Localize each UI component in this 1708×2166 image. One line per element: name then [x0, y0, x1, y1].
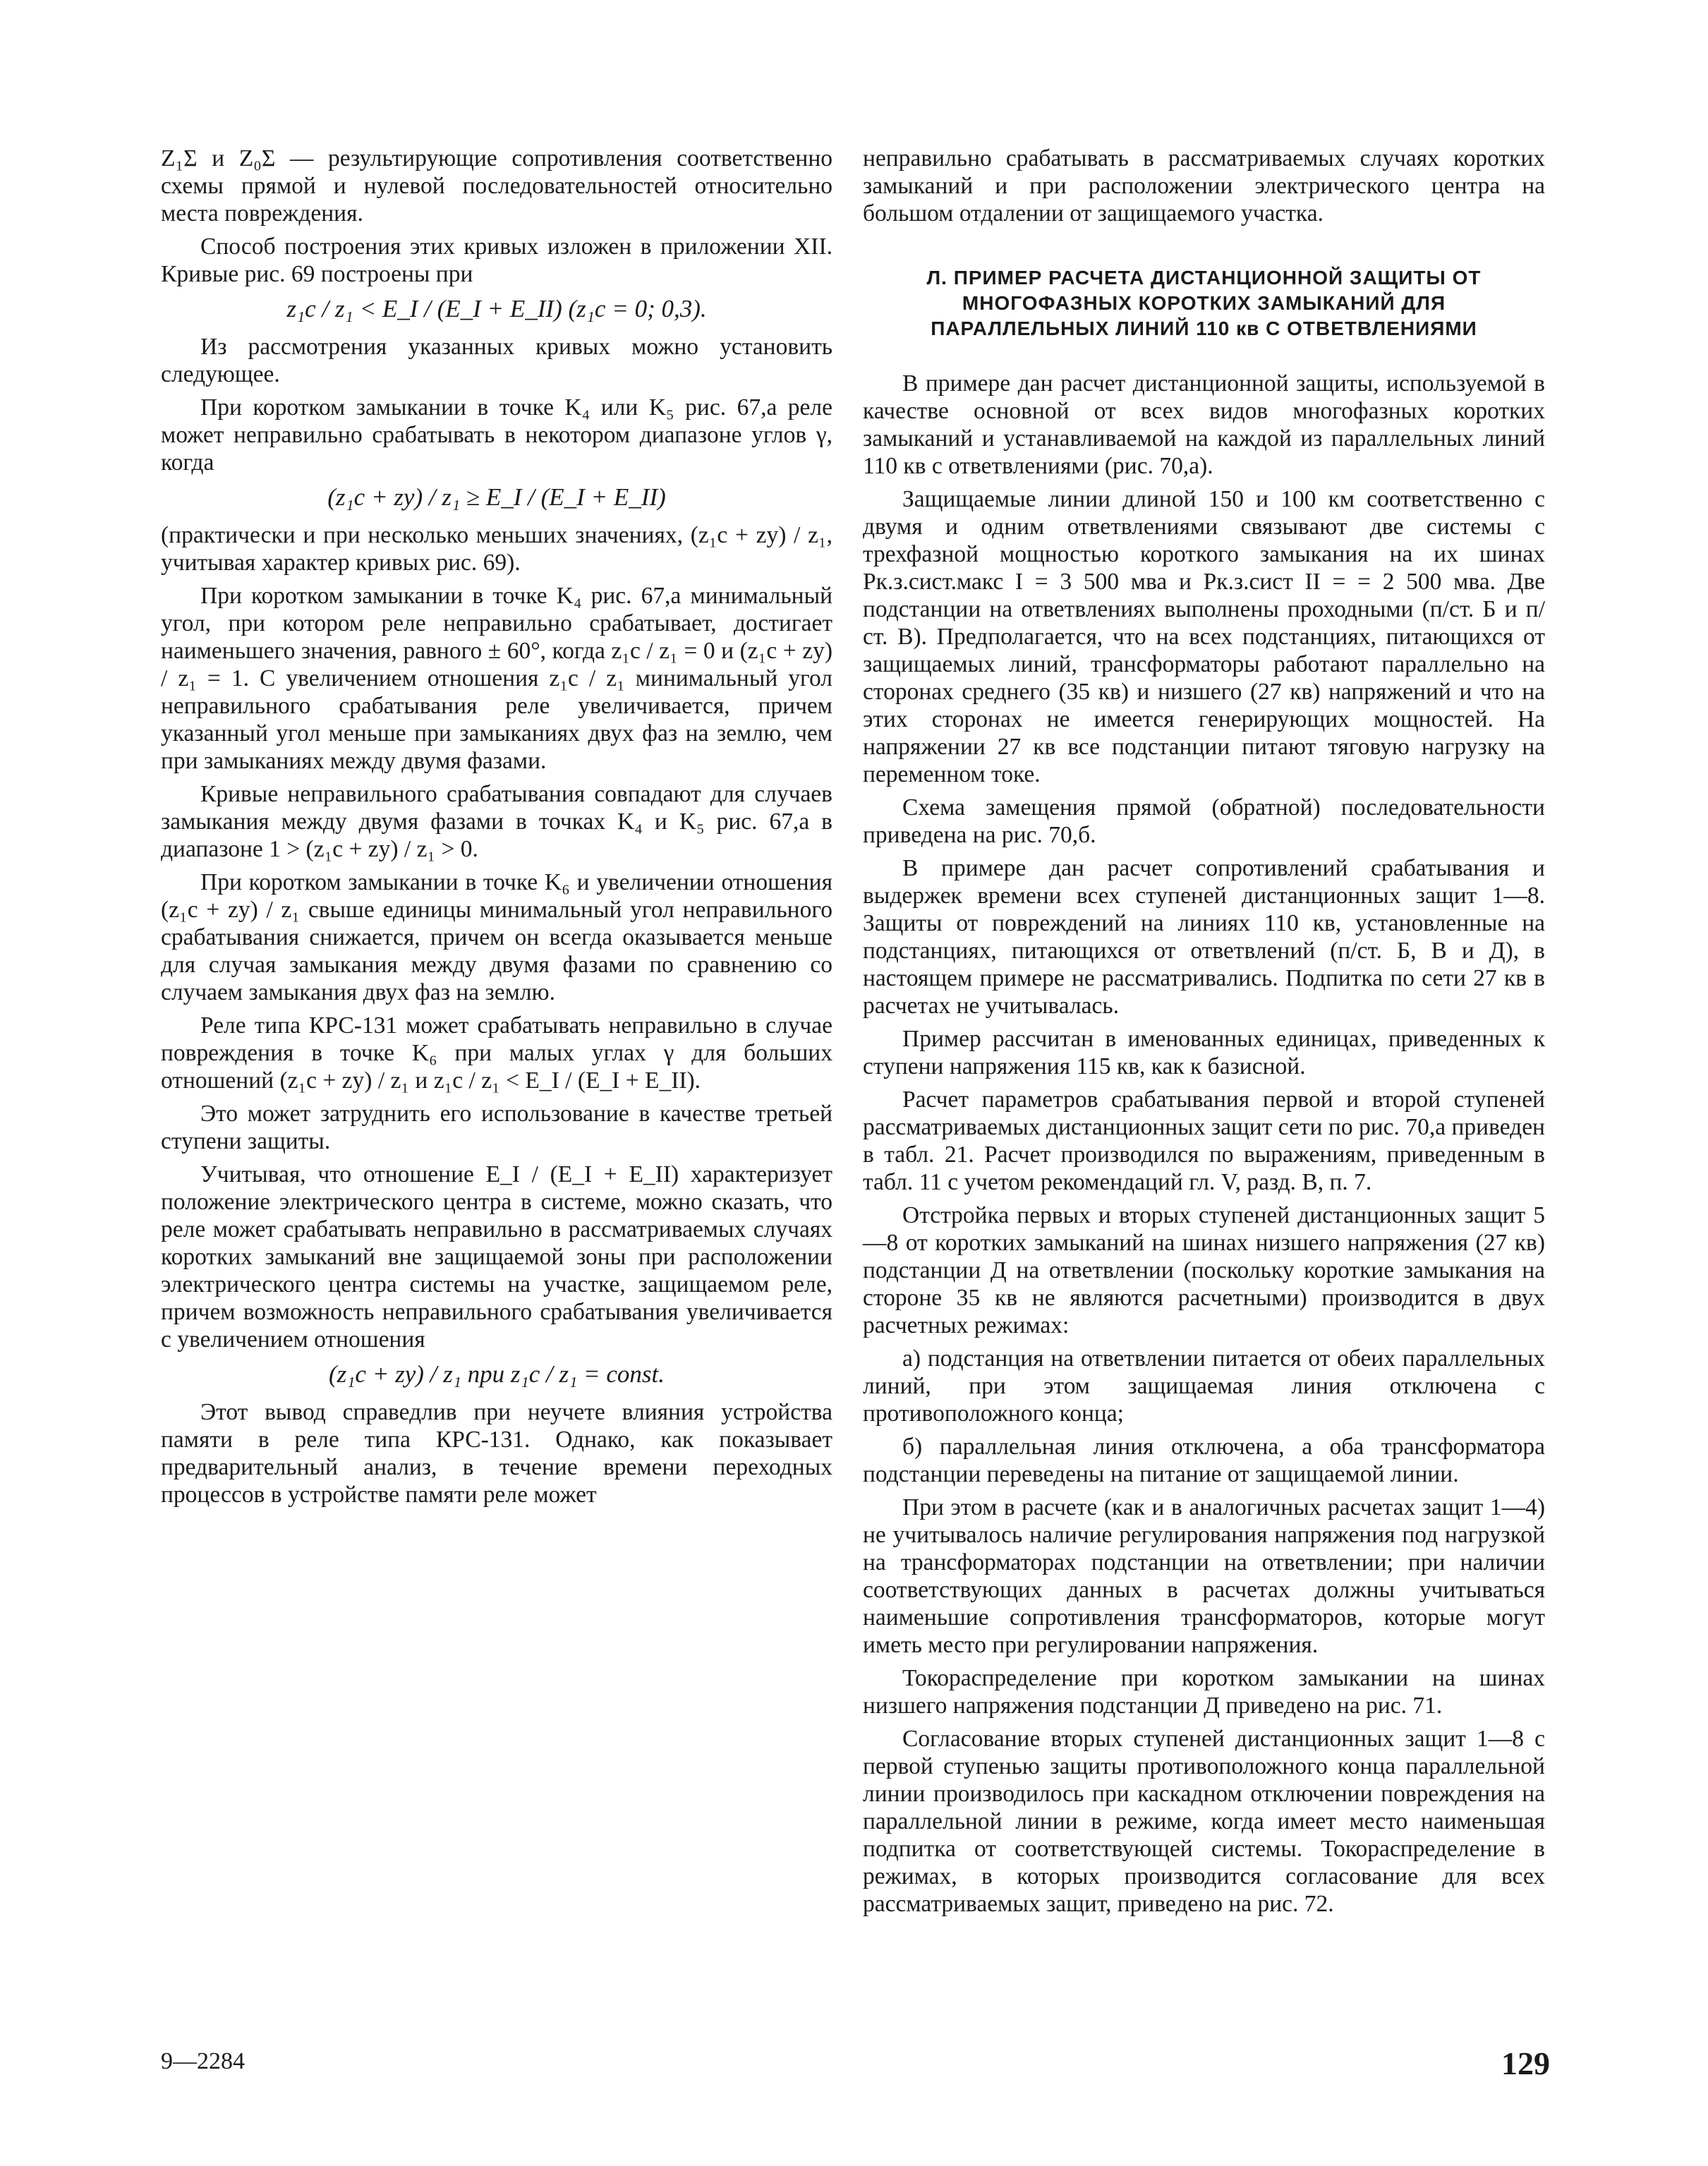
- paragraph: В примере дан расчет сопротивлений срабатывания и выдержек времени всех ступеней дистанционных защит 1—8. Защиты от повреждений на линиях 110 кв, установленные на подстанциях, питающихся от ответвлений (п/ст. Б, В и Д), в настоящем примере не рассматривались. Подпитка по сети 27 кв в расчетах не учитывалась.: [863, 855, 1545, 1019]
- page-number: 129: [1501, 2045, 1550, 2081]
- paragraph: При этом в расчете (как и в аналогичных расчетах защит 1—4) не учитывалось наличие регулирования напряжения под нагрузкой на трансформаторах подстанции на ответвлении; при наличии соответствующих данных в расчетах должны учитываться наименьшие сопротивления трансформаторов, которые могут иметь место при регулировании напряжения.: [863, 1494, 1545, 1658]
- formula: (z₁с + zу) / z₁ ≥ E_I / (E_I + E_II): [327, 483, 666, 511]
- paragraph: Реле типа КРС-131 может срабатывать неправильно в случае повреждения в точке K₆ при малых углах γ для больших отношений (z₁с + zу) / z₁ и z₁с / z₁ < E_I / (E_I + E_II).: [161, 1012, 832, 1094]
- right-column: [863, 145, 1545, 1923]
- paragraph: Этот вывод справедлив при неучете влияния устройства памяти в реле типа КРС-131. Однако, как показывает предварительный анализ, в течение времени переходных процессов в устройстве памяти реле может: [161, 1399, 832, 1508]
- formula: z₁с / z₁ < E_I / (E_I + E_II) (z₁с = 0; 0,3).: [286, 295, 707, 322]
- paragraph: Из рассмотрения указанных кривых можно установить следующее.: [161, 334, 832, 387]
- paragraph: б) параллельная линия отключена, а оба трансформатора подстанции переведены на питание от защищаемой линии.: [863, 1434, 1545, 1487]
- paragraph: В примере дан расчет дистанционной защиты, используемой в качестве основной от всех видов многофазных коротких замыканий и устанавливаемой на каждой из параллельных линий 110 кв с ответвлениями (рис. 70,а).: [863, 370, 1545, 479]
- paragraph: Способ построения этих кривых изложен в приложении XII. Кривые рис. 69 построены при: [161, 234, 832, 287]
- paragraph: Пример рассчитан в именованных единицах, приведенных к ступени напряжения 115 кв, как к базисной.: [863, 1026, 1545, 1079]
- paragraph: (практически и при несколько меньших значениях, (z₁с + zу) / z₁, учитывая характер кривых рис. 69).: [161, 522, 832, 576]
- paragraph: Z₁Σ и Z₀Σ — результирующие сопротивления соответственно схемы прямой и нулевой последовательностей относительно места повреждения.: [161, 145, 832, 226]
- paragraph: Отстройка первых и вторых ступеней дистанционных защит 5—8 от коротких замыканий на шинах низшего напряжения (27 кв) подстанции Д на ответвлении (поскольку короткие замыкания на стороне 35 кв не являются расчетными) производится в двух расчетных режимах:: [863, 1202, 1545, 1338]
- paragraph: Схема замещения прямой (обратной) последовательности приведена на рис. 70,б.: [863, 794, 1545, 848]
- section-heading: Л. ПРИМЕР РАСЧЕТА ДИСТАНЦИОННОЙ ЗАЩИТЫ ОТ МНОГОФАЗНЫХ КОРОТКИХ ЗАМЫКАНИЙ ДЛЯ ПАРАЛЛЕЛЬНЫХ ЛИНИЙ 110 кв С ОТВЕТВЛЕНИЯМИ: [926, 267, 1482, 339]
- paragraph: Токораспределение при коротком замыкании на шинах низшего напряжения подстанции Д приведено на рис. 71.: [863, 1665, 1545, 1719]
- paragraph: Учитывая, что отношение E_I / (E_I + E_II) характеризует положение электрического центра в системе, можно сказать, что реле может срабатывать неправильно в рассматриваемых случаях коротких замыканий вне защищаемой зоны при расположении электрического центра системы на участке, защищаемом реле, причем возможность неправильного срабатывания увеличивается с увеличением отношения: [161, 1161, 832, 1353]
- paragraph: Расчет параметров срабатывания первой и второй ступеней рассматриваемых дистанционных защит сети по рис. 70,а приведен в табл. 21. Расчет производился по выражениям, приведенным в табл. 11 с учетом рекомендаций гл. V, разд. В, п. 7.: [863, 1087, 1545, 1195]
- paragraph: При коротком замыкании в точке K₄ рис. 67,а минимальный угол, при котором реле неправильно срабатывает, достигает наименьшего значения, равного ± 60°, когда z₁с / z₁ = 0 и (z₁с + zу) / z₁ = 1. С увеличением отношения z₁с / z₁ минимальный угол неправильного срабатывания реле увеличивается, причем указанный угол меньше при замыканиях двух фаз на землю, чем при замыканиях между двумя фазами.: [161, 583, 832, 774]
- paragraph: При коротком замыкании в точке K₄ или K₅ рис. 67,а реле может неправильно срабатывать в некотором диапазоне углов γ, когда: [161, 394, 832, 476]
- paragraph: неправильно срабатывать в рассматриваемых случаях коротких замыканий и при расположении электрического центра на большом отдалении от защищаемого участка.: [863, 145, 1545, 226]
- paragraph: При коротком замыкании в точке K₆ и увеличении отношения (z₁с + zу) / z₁ свыше единицы минимальный угол неправильного срабатывания снижается, причем он всегда оказывается меньше для случая замыкания между двумя фазами по сравнению со случаем замыкания двух фаз на землю.: [161, 869, 832, 1005]
- left-column: [161, 145, 832, 1514]
- paragraph: Это может затруднить его использование в качестве третьей ступени защиты.: [161, 1101, 832, 1154]
- printer-signature: 9—2284: [161, 2048, 245, 2074]
- formula: (z₁с + zу) / z₁ при z₁с / z₁ = const.: [328, 1360, 665, 1388]
- paragraph: Согласование вторых ступеней дистанционных защит 1—8 с первой ступенью защиты противоположного конца параллельной линии производилось при каскадном отключении повреждения на параллельной линии в режиме, когда имеет место наименьшая подпитка от соответствующей системы. Токораспределение в режимах, в которых производится согласование для всех рассматриваемых защит, приведено на рис. 72.: [863, 1726, 1545, 1917]
- paragraph: Кривые неправильного срабатывания совпадают для случаев замыкания между двумя фазами в точках K₄ и K₅ рис. 67,а в диапазоне 1 > (z₁с + zу) / z₁ > 0.: [161, 781, 832, 862]
- paragraph: а) подстанция на ответвлении питается от обеих параллельных линий, при этом защищаемая линия отключена с противоположного конца;: [863, 1345, 1545, 1427]
- paragraph: Защищаемые линии длиной 150 и 100 км соответственно с двумя и одним ответвлениями связывают две системы с трехфазной мощностью короткого замыкания на их шинах Pк.з.сист.макс I = 3 500 мва и Pк.з.сист II = = 2 500 мва. Две подстанции на ответвлениях выполнены проходными (п/ст. Б и п/ст. В). Предполагается, что на всех подстанциях, питающихся от защищаемых линий, трансформаторы работают параллельно на сторонах среднего (35 кв) и низшего (27 кв) напряжений и что на этих сторонах не имеется генерирующих мощностей. На напряжении 27 кв все подстанции питают тяговую нагрузку на переменном токе.: [863, 486, 1545, 787]
